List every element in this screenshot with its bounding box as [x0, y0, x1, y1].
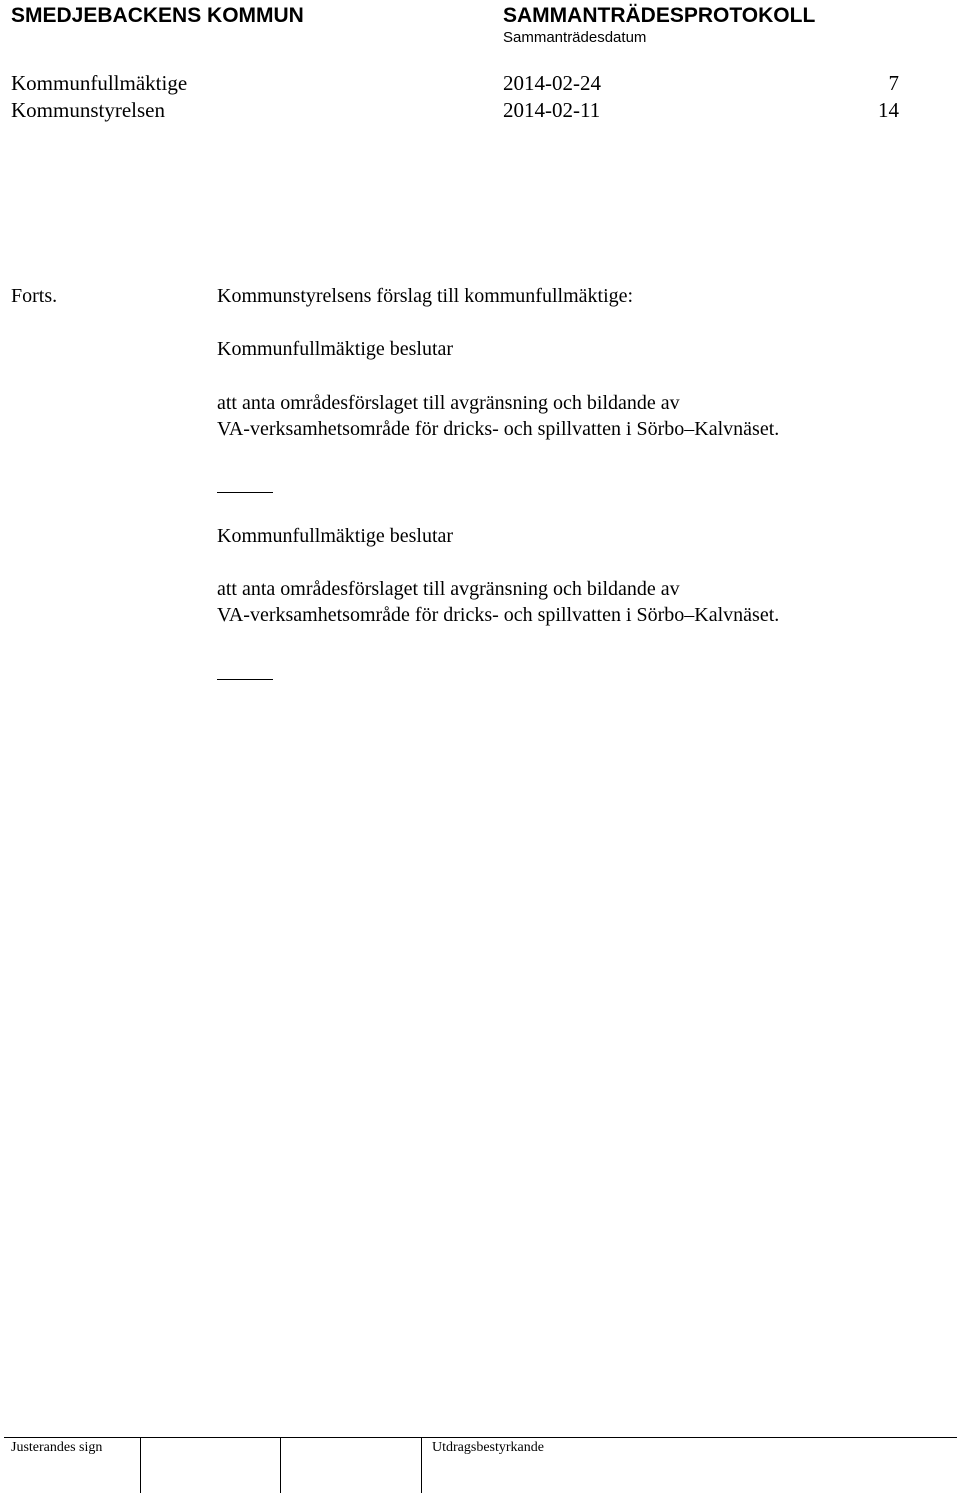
decision-text-1-line1: att anta områdesförslaget till avgränsning och bildande av: [217, 392, 680, 414]
meeting-date-2: 2014-02-11: [503, 98, 601, 122]
meeting-paragraph-2: 14: [878, 98, 899, 122]
utdragsbestyrkande-label: Utdragsbestyrkande: [432, 1440, 544, 1455]
meeting-date-1: 2014-02-24: [503, 71, 601, 95]
decision-heading-1: Kommunfullmäktige beslutar: [217, 338, 454, 360]
meeting-paragraph-1: 7: [888, 71, 899, 95]
justerandes-sign-label: Justerandes sign: [11, 1440, 103, 1455]
footer-top-line: [4, 1437, 957, 1438]
document-type: SAMMANTRÄDESPROTOKOLL: [503, 4, 816, 27]
signature-box-divider: [421, 1437, 422, 1493]
signature-box-divider: [140, 1437, 141, 1493]
decision-text-2-line1: att anta områdesförslaget till avgränsning och bildande av: [217, 578, 680, 600]
decision-heading-2: Kommunfullmäktige beslutar: [217, 525, 454, 547]
meeting-body-2: Kommunstyrelsen: [11, 98, 165, 122]
decision-text-1-line2: VA-verksamhetsområde för dricks- och spillvatten i Sörbo–Kalvnäset.: [217, 418, 780, 440]
organization-name: SMEDJEBACKENS KOMMUN: [11, 4, 304, 27]
meeting-body-1: Kommunfullmäktige: [11, 71, 188, 95]
meeting-date-label: Sammanträdesdatum: [503, 29, 647, 46]
decision-text-2-line2: VA-verksamhetsområde för dricks- och spillvatten i Sörbo–Kalvnäset.: [217, 604, 780, 626]
continued-label: Forts.: [11, 285, 58, 307]
proposal-heading: Kommunstyrelsens förslag till kommunfullmäktige:: [217, 285, 634, 307]
section-divider: [217, 679, 273, 680]
section-divider: [217, 492, 273, 493]
signature-box-divider: [280, 1437, 281, 1493]
